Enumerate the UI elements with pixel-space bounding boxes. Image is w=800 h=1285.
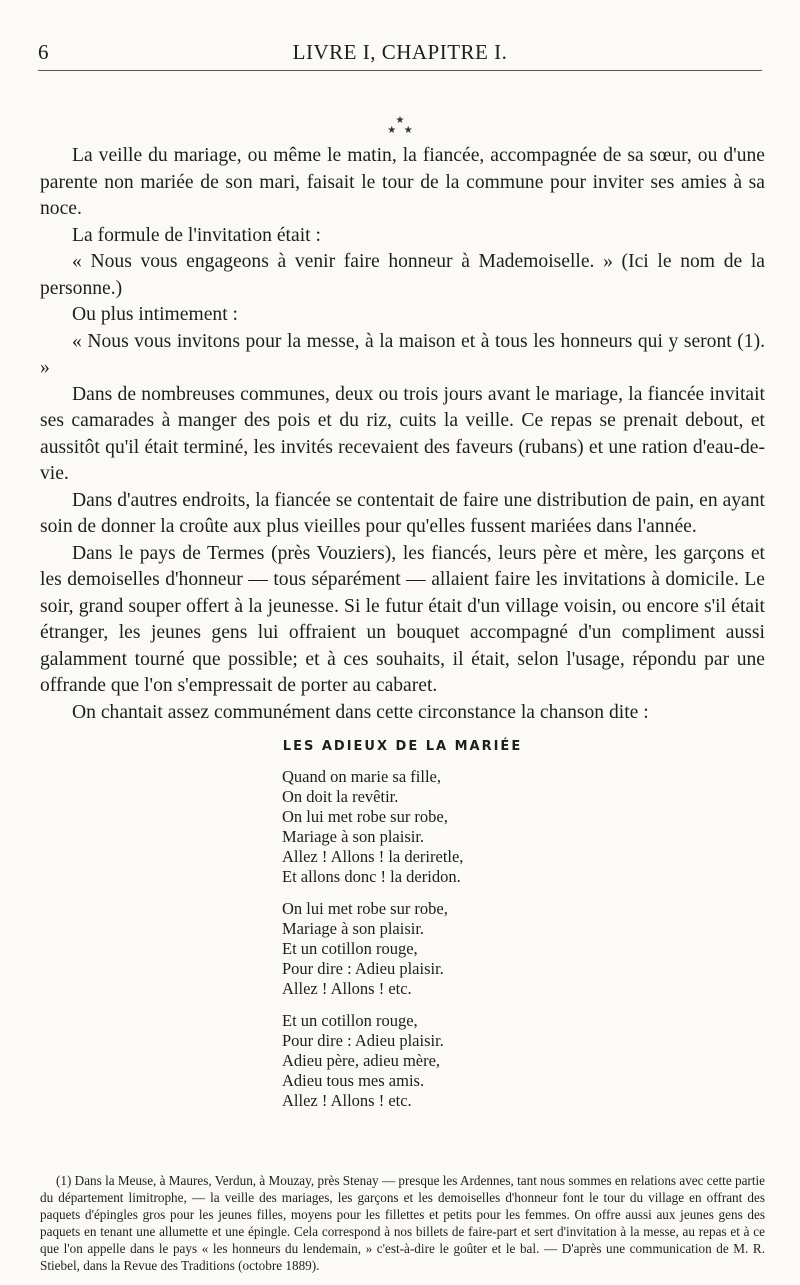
song-stanza: [282, 1011, 765, 1111]
song-stanza: [282, 899, 765, 999]
asterism-ornament: [0, 116, 800, 136]
song-line: On lui met robe sur robe,: [282, 898, 448, 918]
paragraph: Dans d'autres endroits, la fiancée se contentait de faire une distribution de pain, en ayant soin de donner la croûte aux plus vieilles pour qu'elles fussent mariées dans l'année.: [40, 489, 765, 537]
song-line: Et un cotillon rouge,: [282, 938, 418, 958]
song-stanza: [282, 767, 765, 887]
song-line: Mariage à son plaisir.: [282, 826, 425, 846]
song-line: Adieu tous mes amis.: [282, 1070, 425, 1090]
paragraph: Dans le pays de Termes (près Vouziers), les fiancés, leurs père et mère, les garçons et les demoiselles d'honneur — tous séparément — allaient faire les invitations à domicile. Le soir, grand souper offert à la jeunesse. Si le futur était d'un village voisin, ou encore s'il était étranger, les jeunes gens lui offraient un bouquet accompagné d'un compliment aussi galamment tourné que possible; et à ces souhaits, il était, selon l'usage, répondu par une offrande que l'on s'empressait de porter au cabaret.: [40, 542, 765, 696]
song-title: LES ADIEUX DE LA MARIÉE: [282, 739, 523, 754]
song-line: Pour dire : Adieu plaisir.: [282, 958, 444, 978]
footnote: [40, 1172, 765, 1274]
paragraph: Ou plus intimement :: [72, 304, 238, 325]
song-line: On lui met robe sur robe,: [282, 806, 448, 826]
ornament-star-top: ★: [395, 115, 405, 126]
main-text: [40, 143, 765, 1123]
footnote-text: (1) Dans la Meuse, à Maures, Verdun, à Mouzay, près Stenay — presque les Ardennes, tant nous sommes en relations avec cette partie du département limitrophe, — la veille des mariages, les garçons et les demoiselles d'honneur font le tour du village en offrant des paquets d'épingles gros pour les jeunes filles, moyens pour les fillettes et petits pour les femmes. On offre aussi aux jeunes gens des paquets en tenant une allumette et une épingle. Cela correspond à nos billets de faire-part et sert d'invitation à la messe, au repas et à ce que l'on appelle dans le pays « les honneurs du lendemain, » c'est-à-dire le goûter et le bal. — D'après une communication de M. R. Stiebel, dans la Revue des Traditions (octobre 1889).: [40, 1173, 765, 1273]
song-line: Allez ! Allons ! etc.: [282, 1090, 412, 1110]
song-line: Et allons donc ! la deridon.: [282, 866, 461, 886]
page-number: 6: [38, 40, 49, 64]
paragraph: « Nous vous invitons pour la messe, à la maison et à tous les honneurs qui y seront (1). »: [40, 330, 765, 378]
song-line: Adieu père, adieu mère,: [282, 1050, 441, 1070]
running-head: LIVRE I, CHAPITRE I.: [292, 40, 508, 64]
song-line: Allez ! Allons ! la deriretle,: [282, 846, 464, 866]
page-header: [38, 40, 762, 80]
paragraph: « Nous vous engageons à venir faire honneur à Mademoiselle. » (Ici le nom de la personne.): [40, 251, 765, 299]
paragraph: Dans de nombreuses communes, deux ou trois jours avant le mariage, la fiancée invitait ses camarades à manger des pois et du riz, cuits la veille. Ce repas se prenait debout, et aussitôt qu'il était terminé, les invités recevaient des faveurs (rubans) et une ration d'eau-de-vie.: [40, 383, 765, 484]
song-line: Quand on marie sa fille,: [282, 766, 441, 786]
song-line: Mariage à son plaisir.: [282, 918, 425, 938]
paragraph: La formule de l'invitation était :: [72, 224, 321, 246]
song-line: On doit la revêtir.: [282, 786, 399, 806]
paragraph: La veille du mariage, ou même le matin, la fiancée, accompagnée de sa sœur, ou d'une parente non mariée de son mari, faisait le tour de la commune pour inviter ses amies à sa noce.: [40, 145, 765, 219]
song-line: Allez ! Allons ! etc.: [282, 978, 412, 998]
song-line: Et un cotillon rouge,: [282, 1010, 418, 1030]
song-line: Pour dire : Adieu plaisir.: [282, 1030, 444, 1050]
paragraph: On chantait assez communément dans cette circonstance la chanson dite :: [72, 701, 649, 723]
header-rule: [38, 70, 762, 71]
ornament-star-pair: ★ ★: [387, 125, 413, 136]
song-lyrics: [282, 767, 765, 1111]
